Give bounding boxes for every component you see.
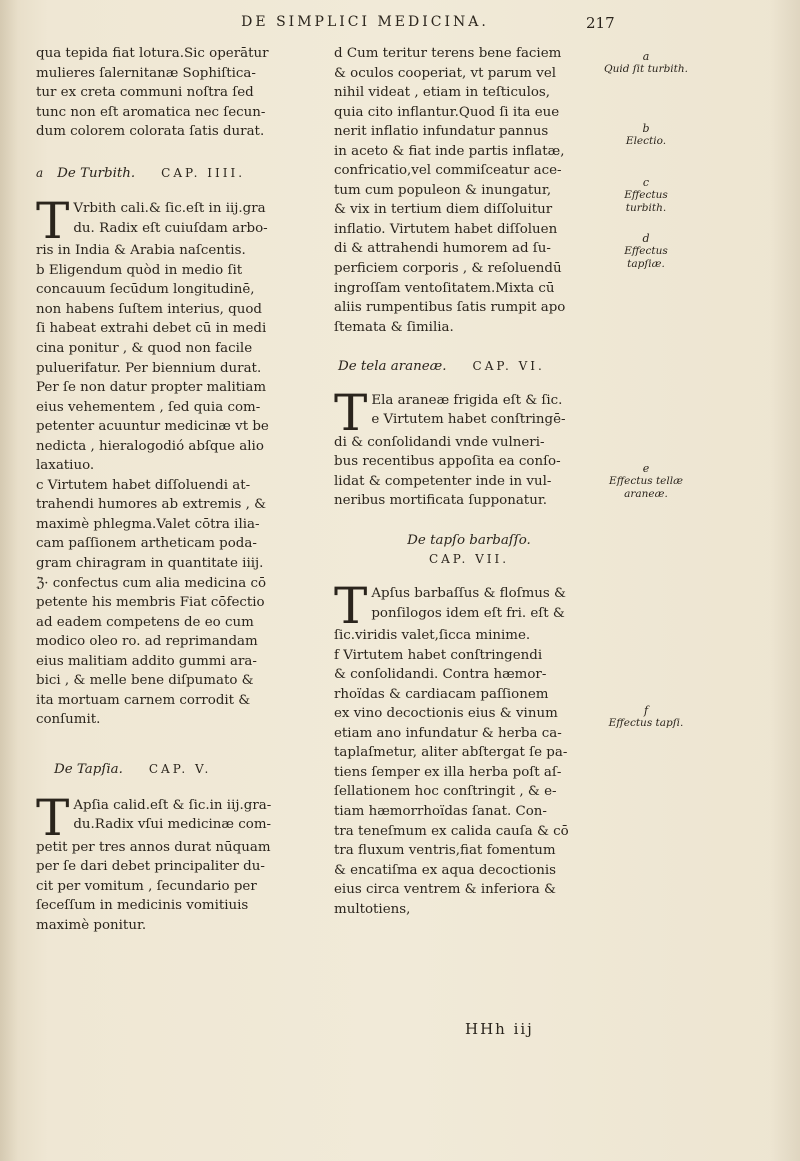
chapter-heading-tela-aranea <box>334 357 604 377</box>
text-line: & encatiſma ex aqua decoctionis <box>334 862 556 878</box>
text-line: petit per tres annos durat nūquam <box>36 839 271 855</box>
text-line: rhoïdas & cardiacam paſſionem <box>334 686 549 702</box>
text-line: tiam hæmorrhoïdas ſanat. Con- <box>334 803 547 819</box>
right-column <box>334 44 604 919</box>
text-line: inflatio. Virtutem habet diſſoluen <box>334 221 558 237</box>
text-line: ita mortuam carnem corrodit & <box>36 692 251 708</box>
signature-mark: HHh iij <box>465 1020 534 1038</box>
chapter-body-tapsia <box>36 788 314 936</box>
text-line: ris in India & Arabia naſcentis. <box>36 243 246 259</box>
note-letter: e <box>642 462 650 475</box>
text-line: maximè ponitur. <box>36 917 147 933</box>
text-line: nihil videat , etiam in teſticulos, <box>334 85 551 101</box>
text-line: tur ex creta communi noſtra ſed <box>36 85 254 101</box>
text-line: ex vino decoctionis eius & vinum <box>334 706 558 722</box>
text-line: d Cum teritur terens bene faciem <box>334 46 562 61</box>
marginal-note <box>604 176 688 215</box>
text-line: Per ſe non datur propter malitiam <box>36 380 267 396</box>
text-line: eius vehementem , ſed quia com- <box>36 399 261 415</box>
margin-mark: a <box>36 165 44 180</box>
text-line: cam paſſionem artheticam poda- <box>36 536 257 552</box>
text-line: & conſolidandi. Contra hæmor- <box>334 667 547 683</box>
chapter-heading-turbith <box>36 164 314 184</box>
marginal-note <box>604 462 688 501</box>
text-line: cit per vomitum , ſecundario per <box>36 878 257 894</box>
chapter-number-line <box>334 550 604 570</box>
text-line: b Eligendum quòd in medio ſit <box>36 262 243 278</box>
text-line: ſeceſſum in medicinis vomitiuis <box>36 898 249 914</box>
text-line: conſumit. <box>36 712 101 728</box>
text-line: nerit inflatio infundatur pannus <box>334 124 549 140</box>
text-line: f Virtutem habet conſtringendi <box>334 647 543 663</box>
text-line: in aceto & fiat inde partis inflatæ, <box>334 143 565 159</box>
text-line: concauum ſecūdum longitudinē, <box>36 282 255 298</box>
text-line: confricatio,vel commiſceatur ace- <box>334 163 562 179</box>
text-line: ponſilogos idem eſt fri. eſt & <box>371 605 565 621</box>
text-line: tra teneſmum ex calida cauſa & cō <box>334 823 569 839</box>
text-line: perficiem corporis , & reſoluendū <box>334 261 562 277</box>
marginal-note <box>604 232 688 271</box>
text-line: c Virtutem habet diſſoluendi at- <box>36 477 251 493</box>
text-line: e Virtutem habet conſtringē- <box>371 412 566 428</box>
marginal-note <box>604 122 688 148</box>
text-line: ingroſſam ventoſitatem.Mixta cū <box>334 280 555 296</box>
note-text: Effectus turbith. <box>624 189 668 214</box>
left-opening-text <box>36 44 314 142</box>
text-line: per ſe dari debet principaliter du- <box>36 859 265 875</box>
text-line: trahendi humores ab extremis , & <box>36 497 267 513</box>
note-text: Effectus tapſi. <box>608 717 684 729</box>
drop-initial: T <box>334 383 368 442</box>
text-line: tum cum populeon & inungatur, <box>334 182 552 198</box>
chapter-heading-tapsia <box>36 760 314 780</box>
text-line: etiam ano infundatur & herba ca- <box>334 725 562 741</box>
chapter-body-tela-aranea <box>334 383 604 511</box>
text-line: eius malitiam addito gummi ara- <box>36 653 257 669</box>
text-line: neribus mortificata ſupponatur. <box>334 493 548 509</box>
running-head: DE SIMPLICI MEDICINA. <box>241 14 489 30</box>
page-edge-shadow <box>770 0 800 1161</box>
chapter-number: CAP. VII. <box>428 552 510 567</box>
text-line: du.Radix vſui medicinæ com- <box>73 817 272 833</box>
text-line: Apſia calid.eſt & ſic.in iij.gra- <box>73 797 272 813</box>
text-line: non habens ſuſtem interius, quod <box>36 301 262 317</box>
text-line: tra fluxum ventris,fiat fomentum <box>334 843 556 859</box>
chapter-number: CAP. V. <box>148 761 212 776</box>
text-line: ſellationem hoc conſtringit , & e- <box>334 784 557 800</box>
text-line: qua tepida fiat lotura.Sic operātur <box>36 46 269 61</box>
drop-initial: T <box>334 577 368 636</box>
text-line: & vix in tertium diem diſſoluitur <box>334 202 553 218</box>
note-letter: f <box>643 704 649 717</box>
text-line: tunc non eſt aromatica nec ſecun- <box>36 104 266 120</box>
note-text: Quid ſit turbith. <box>604 63 688 75</box>
text-line: ℨ· confectus cum alia medicina cō <box>36 575 267 591</box>
left-column <box>36 44 314 935</box>
text-line: eius circa ventrem & inferiora & <box>334 882 556 898</box>
text-line: aliis rumpentibus ſatis rumpit apo <box>334 300 566 316</box>
chapter-title: De Turbith. <box>57 165 136 181</box>
text-line: dum colorem colorata ſatis durat. <box>36 124 265 140</box>
text-line: modico oleo ro. ad reprimandam <box>36 634 258 650</box>
text-line: petenter acuuntur medicinæ vt be <box>36 419 269 435</box>
text-line: nedicta , hieralogodió abſque alio <box>36 438 264 454</box>
drop-initial: T <box>36 192 70 251</box>
text-line: tiens ſemper ex illa herba poſt aſ- <box>334 764 562 780</box>
text-line: multotiens, <box>334 901 411 917</box>
text-line: taplaſmetur, aliter abſtergat ſe pa- <box>334 745 568 761</box>
chapter-number: CAP. VI. <box>472 359 545 374</box>
note-letter: c <box>642 176 650 189</box>
text-line: Ela araneæ frigida eſt & ſic. <box>371 392 563 408</box>
text-line: ſic.viridis valet,ſicca minime. <box>334 628 531 644</box>
text-line: di & conſolidandi vnde vulneri- <box>334 434 545 450</box>
chapter-body-turbith <box>36 192 314 730</box>
text-line: bici , & melle bene diſpumato & <box>36 673 254 689</box>
text-line: maximè phlegma.Valet cōtra ilia- <box>36 516 260 532</box>
text-line: Apſus barbaſſus & floſmus & <box>371 586 566 602</box>
marginal-note <box>604 704 688 730</box>
text-line: laxatiuo. <box>36 458 95 474</box>
text-line: ad eadem competens de eo cum <box>36 614 254 630</box>
marginal-note <box>604 50 688 76</box>
gutter-shadow <box>0 0 18 1161</box>
chapter-title: De tapſo barbaſſo. <box>407 532 531 548</box>
note-letter: a <box>642 50 650 63</box>
text-line: gram chiragram in quantitate iiij. <box>36 556 264 572</box>
chapter-title: De tela araneæ. <box>338 359 447 375</box>
chapter-heading-tapsus-barbassus <box>334 531 604 551</box>
drop-initial: T <box>36 788 70 847</box>
text-line: puluerifatur. Per biennium durat. <box>36 360 262 376</box>
note-letter: d <box>642 232 650 245</box>
text-line: bus recentibus appoſita ea conſo- <box>334 454 561 470</box>
text-line: lidat & competenter inde in vul- <box>334 473 552 489</box>
page-number: 217 <box>586 14 615 32</box>
note-text: Electio. <box>625 135 667 147</box>
note-text: Effectus tapſiæ. <box>624 245 668 270</box>
right-opening-text <box>334 44 604 337</box>
text-line: di & attrahendi humorem ad ſu- <box>334 241 551 257</box>
text-line: Vrbith cali.& ſic.eſt in iij.gra <box>73 201 266 217</box>
chapter-body-tapsus-barbassus <box>334 577 604 919</box>
text-line: du. Radix eſt cuiuſdam arbo- <box>73 220 268 236</box>
text-line: cina ponitur , & quod non facile <box>36 341 253 357</box>
chapter-title: De Tapſia. <box>54 761 123 777</box>
note-letter: b <box>642 122 650 135</box>
text-line: quia cito inflantur.Quod ſi ita eue <box>334 104 560 120</box>
text-line: petente his membris Fiat cōfectio <box>36 595 265 611</box>
text-line: ſi habeat extrahi debet cū in medi <box>36 321 267 337</box>
text-line: mulieres ſalernitanæ Sophiſtica- <box>36 65 256 81</box>
note-text: Effectus tellæ araneæ. <box>609 475 683 500</box>
text-line: ſtemata & ſimilia. <box>334 319 454 335</box>
chapter-number: CAP. IIII. <box>161 165 246 180</box>
text-line: & oculos cooperiat, vt parum vel <box>334 65 557 81</box>
